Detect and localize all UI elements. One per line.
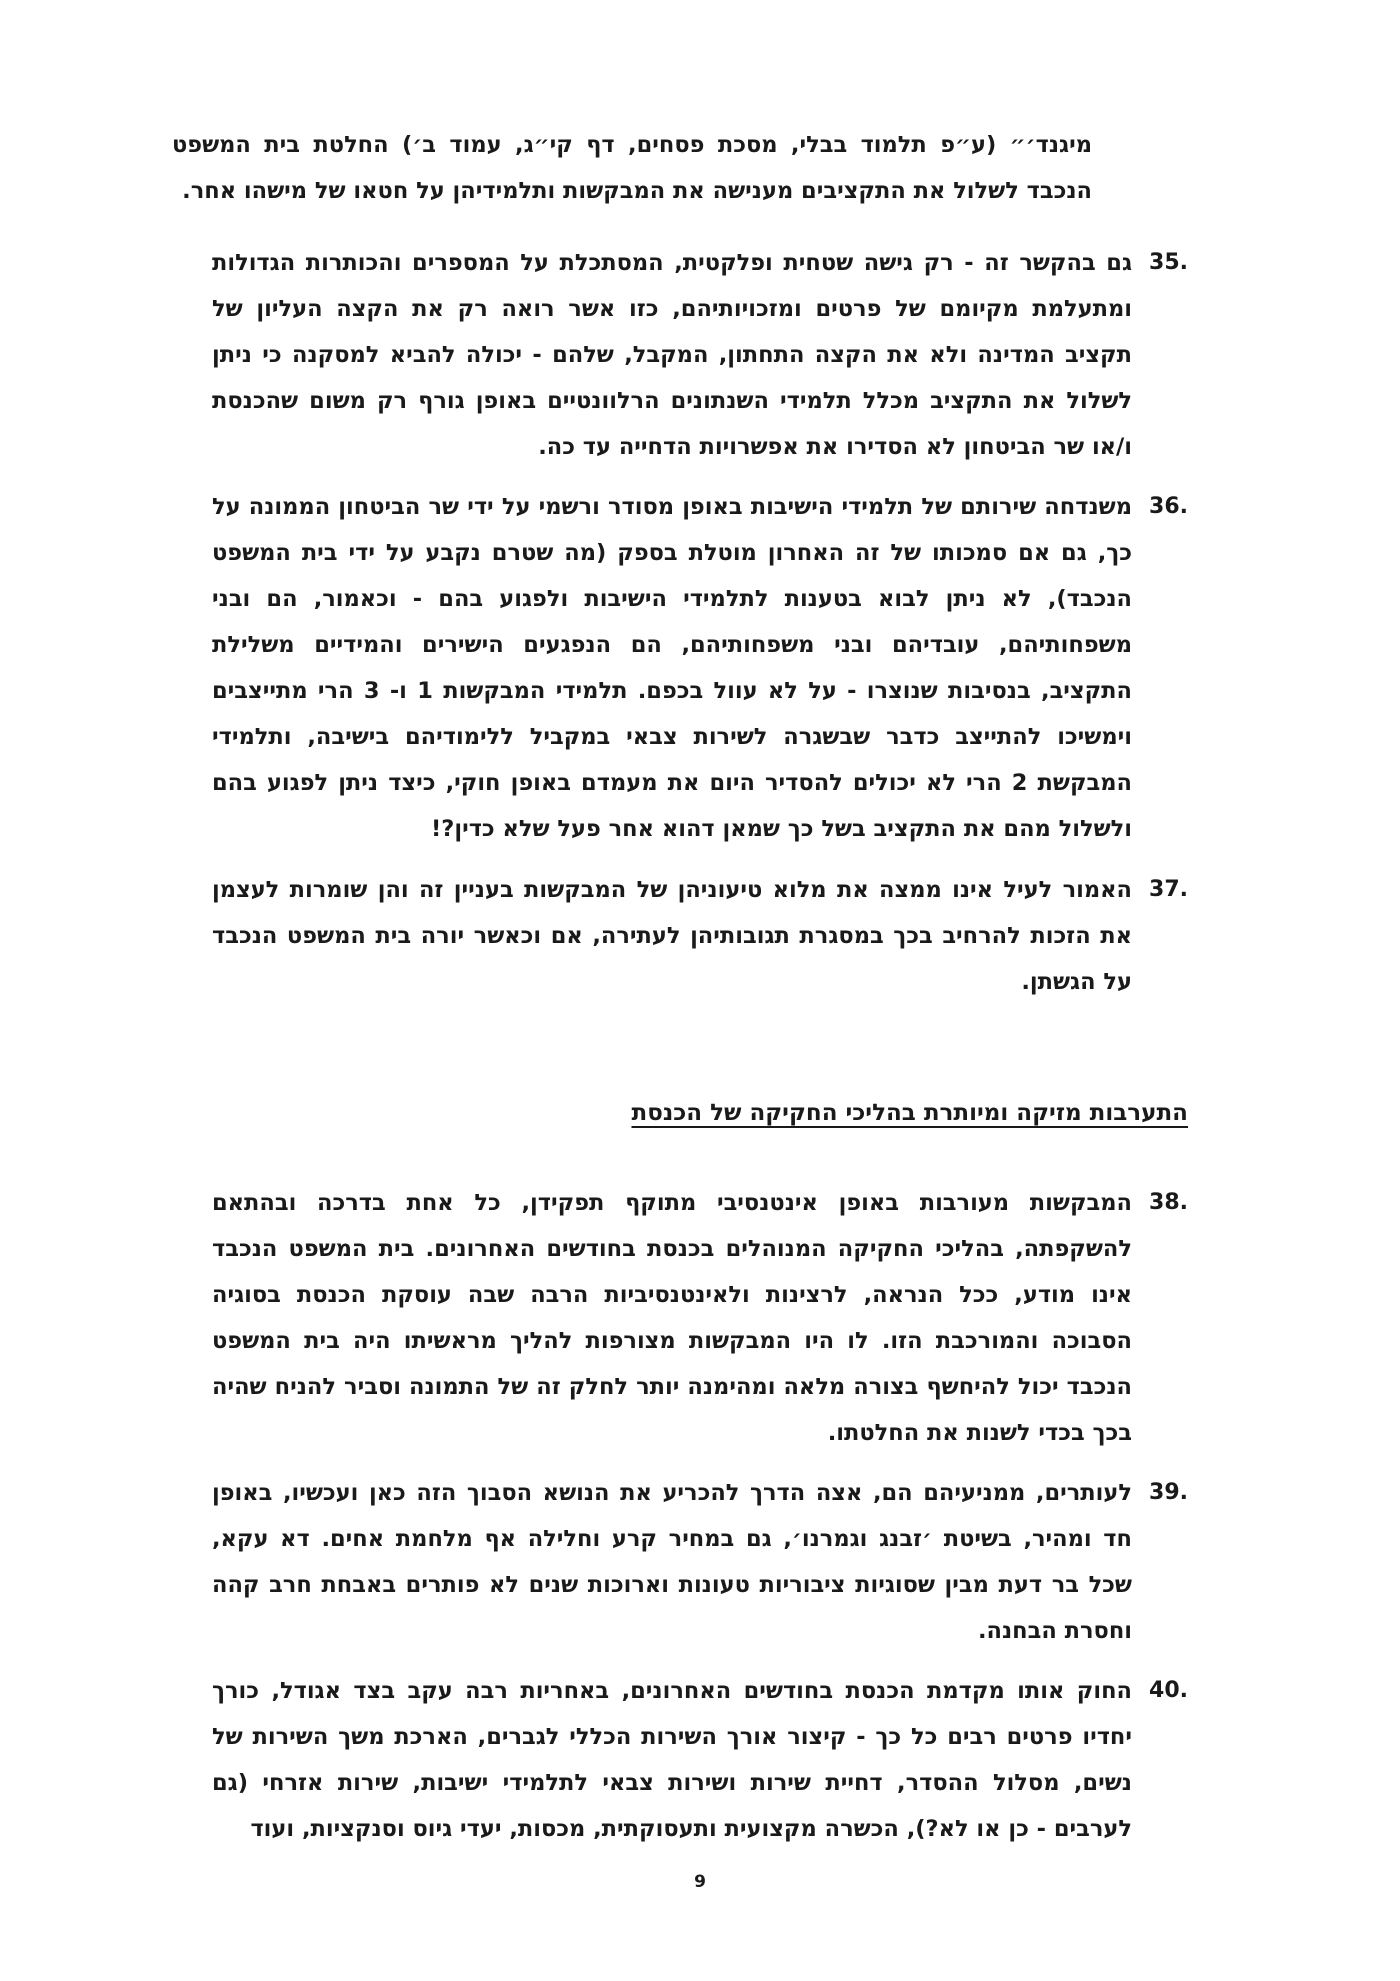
paragraph-36 — [212, 484, 1188, 852]
paragraph-text: משנדחה שירותם של תלמידי הישיבות באופן מסודר ורשמי על ידי שר הביטחון הממונה על כך, גם אם סמכותו של זה האחרון מוטלת בספק (מה שטרם נקבע על ידי בית המשפט הנכבד), לא ניתן לבוא בטענות לתלמידי הישיבות ולפגוע בהם - וכאמור, הם ובני משפחותיהם, עובדיהם ובני משפחותיהם, הם הנפגעים הישירים והמידיים משלילת התקציב, בנסיבות שנוצרו - על לא עוול בכפם. תלמידי המבקשות 1 ו- 3 הרי מתייצבים וימשיכו להתייצב כדבר שבשגרה לשירות צבאי במקביל ללימודיהם בישיבה, ותלמידי המבקשת 2 הרי לא יכולים להסדיר היום את מעמדם באופן חוקי, כיצד ניתן לפגוע בהם ולשלול מהם את התקציב בשל כך שמאן דהוא אחר פעל שלא כדין?! — [212, 494, 1132, 842]
paragraph-40 — [212, 1668, 1188, 1852]
paragraph-number: 39. — [1149, 1480, 1188, 1505]
paragraph-text: גם בהקשר זה - רק גישה שטחית ופלקטית, המסתכלת על המספרים והכותרות הגדולות ומתעלמת מקיומם של פרטים ומזכויותיהם, כזו אשר רואה רק את הקצה העליון של תקציב המדינה ולא את הקצה התחתון, המקבל, שלהם - יכולה להביא למסקנה כי ניתן לשלול את התקציב מכלל תלמידי השנתונים הרלוונטיים באופן גורף רק משום שהכנסת ו/או שר הביטחון לא הסדירו את אפשרויות הדחייה עד כה. — [212, 250, 1132, 460]
paragraph-number: 35. — [1149, 250, 1188, 275]
continuation-paragraph — [172, 122, 1092, 214]
paragraph-35 — [212, 240, 1188, 470]
paragraph-text: האמור לעיל אינו ממצה את מלוא טיעוניהן של המבקשות בעניין זה והן שומרות לעצמן את הזכות להרחיב בכך במסגרת תגובותיהן לעתירה, אם וכאשר יורה בית המשפט הנכבד על הגשתן. — [212, 877, 1132, 995]
paragraph-number: 38. — [1149, 1190, 1188, 1215]
page-number: 9 — [694, 1872, 706, 1892]
paragraph-text: החוק אותו מקדמת הכנסת בחודשים האחרונים, באחריות רבה עקב בצד אגודל, כורך יחדיו פרטים רבים כל כך - קיצור אורך השירות הכללי לגברים, הארכת משך השירות של נשים, מסלול ההסדר, דחיית שירות ושירות צבאי לתלמידי ישיבות, שירות אזרחי (גם לערבים - כן או לא?), הכשרה מקצועית ותעסוקתית, מכסות, יעדי גיוס וסנקציות, ועוד — [212, 1678, 1132, 1842]
continuation-text: מיגנד׳״ (ע״פ תלמוד בבלי, מסכת פסחים, דף קי״ג, עמוד ב׳) החלטת בית המשפט הנכבד לשלול את התקציבים מענישה את המבקשות ותלמידיהן על חטאו של מישהו אחר. — [172, 132, 1092, 204]
paragraph-number: 37. — [1149, 877, 1188, 902]
paragraph-text: לעותרים, ממניעיהם הם, אצה הדרך להכריע את הנושא הסבוך הזה כאן ועכשיו, באופן חד ומהיר, בשיטת ׳זבנג וגמרנו׳, גם במחיר קרע וחלילה אף מלחמת אחים. דא עקא, שכל בר דעת מבין שסוגיות ציבוריות טעונות וארוכות שנים לא פותרים באבחת חרב קהה וחסרת הבחנה. — [212, 1480, 1132, 1644]
paragraph-number: 40. — [1149, 1678, 1188, 1703]
section-heading: התערבות מזיקה ומיותרת בהליכי החקיקה של הכנסת — [631, 1100, 1188, 1126]
paragraph-37 — [212, 867, 1188, 1005]
paragraph-number: 36. — [1149, 494, 1188, 519]
paragraph-39 — [212, 1470, 1188, 1654]
paragraph-text: המבקשות מעורבות באופן אינטנסיבי מתוקף תפקידן, כל אחת בדרכה ובהתאם להשקפתה, בהליכי החקיקה המנוהלים בכנסת בחודשים האחרונים. בית המשפט הנכבד אינו מודע, ככל הנראה, לרצינות ולאינטנסיביות הרבה שבה עוסקת הכנסת בסוגיה הסבוכה והמורכבת הזו. לו היו המבקשות מצורפות להליך מראשיתו היה בית המשפט הנכבד יכול להיחשף בצורה מלאה ומהימנה יותר לחלק זה של התמונה וסביר להניח שהיה בכך בכדי לשנות את החלטתו. — [212, 1190, 1132, 1446]
paragraph-38 — [212, 1180, 1188, 1456]
